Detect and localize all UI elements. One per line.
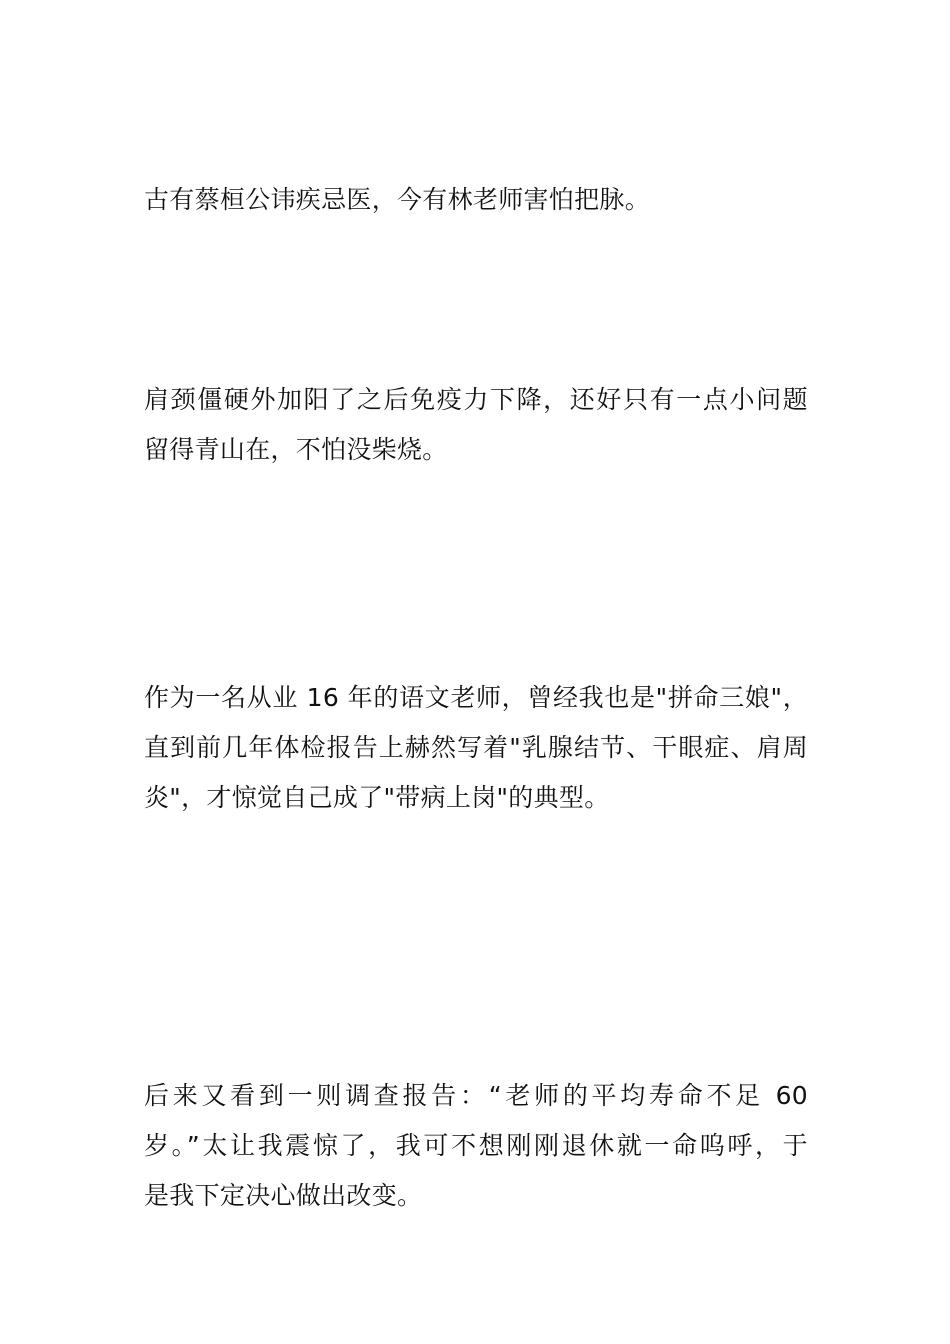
paragraph-line: 肩颈僵硬外加阳了之后免疫力下降，还好只有一点小问题	[144, 385, 808, 414]
paragraph-line: 古有蔡桓公讳疾忌医，今有林老师害怕把脉。	[144, 185, 651, 214]
paragraph-line: 后来又看到一则调查报告：“老师的平均寿命不足 60	[144, 1081, 808, 1110]
paragraph-line: 作为一名从业 16 年的语文老师，曾经我也是"拼命三娘"，	[144, 683, 808, 712]
paragraph-line: 岁。”太让我震惊了，我可不想刚刚退休就一命呜呼，于	[144, 1131, 808, 1160]
paragraph-4	[144, 1071, 808, 1221]
paragraph-line: 留得青山在，不怕没柴烧。	[144, 435, 448, 464]
paragraph-2	[144, 375, 808, 475]
paragraph-3	[144, 673, 808, 823]
paragraph-line: 炎"，才惊觉自己成了"带病上岗"的典型。	[144, 783, 610, 812]
paragraph-line: 是我下定决心做出改变。	[144, 1181, 423, 1210]
paragraph-line: 直到前几年体检报告上赫然写着"乳腺结节、干眼症、肩周	[144, 733, 808, 762]
paragraph-1	[144, 175, 808, 225]
